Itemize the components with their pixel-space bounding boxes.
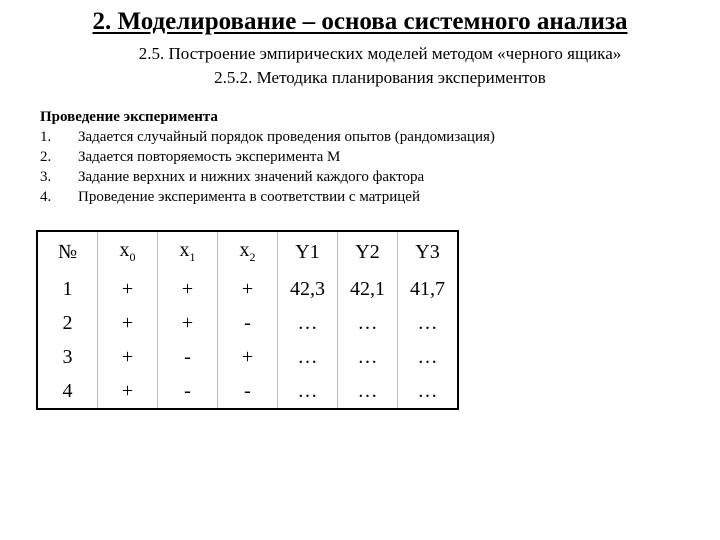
table-row xyxy=(37,306,458,340)
table-cell: + xyxy=(218,272,278,306)
header-x2-sub: 2 xyxy=(249,250,256,264)
table-cell: … xyxy=(417,379,438,402)
table-cell: … xyxy=(338,340,398,374)
table-cell: + xyxy=(218,340,278,374)
header-x0-base: x xyxy=(119,239,130,261)
table-cell: … xyxy=(338,374,398,409)
header-y2: Y2 xyxy=(338,231,398,272)
table-cell: 41,7 xyxy=(410,277,445,300)
table-cell: 42,1 xyxy=(338,272,398,306)
step-number: 1. xyxy=(40,129,52,145)
step-number: 4. xyxy=(40,189,52,205)
table-cell: - xyxy=(158,374,218,409)
step-number: 2. xyxy=(40,149,52,165)
header-y1: Y1 xyxy=(278,231,338,272)
table-cell: 4 xyxy=(37,374,98,409)
table-row xyxy=(37,272,458,306)
table-cell: … xyxy=(278,374,338,409)
table-cell: 3 xyxy=(37,340,98,374)
step-text: Задание верхних и нижних значений каждого фактора xyxy=(78,169,425,185)
header-x2-base: x xyxy=(239,239,250,261)
slide-subtitle-section: 2.5. Построение эмпирических моделей методом «черного ящика» xyxy=(138,44,622,63)
table-cell: + xyxy=(158,306,218,340)
table-cell: - xyxy=(158,340,218,374)
section-title: Проведение эксперимента xyxy=(40,109,218,125)
step-text: Задается повторяемость эксперимента М xyxy=(78,149,341,165)
table-cell: … xyxy=(338,306,398,340)
table-cell: 42,3 xyxy=(278,272,338,306)
table-cell: + xyxy=(98,272,158,306)
header-y3: Y3 xyxy=(415,240,440,263)
header-x1 xyxy=(158,231,218,272)
table-cell: 2 xyxy=(37,306,98,340)
table-cell: + xyxy=(98,374,158,409)
table-cell: … xyxy=(417,345,438,368)
header-number: № xyxy=(37,231,98,272)
header-x0-sub: 0 xyxy=(129,250,136,264)
header-x0 xyxy=(98,231,158,272)
table-cell: … xyxy=(278,340,338,374)
slide-subtitle-subsection: 2.5.2. Методика планирования экспериментов xyxy=(214,68,546,87)
table-cell: + xyxy=(98,306,158,340)
table-cell: + xyxy=(98,340,158,374)
list-item xyxy=(40,187,495,207)
table-cell: - xyxy=(218,374,278,409)
table-cell: … xyxy=(278,306,338,340)
step-text: Проведение эксперимента в соответствии с матрицей xyxy=(78,189,420,205)
step-text: Задается случайный порядок проведения опытов (рандомизация) xyxy=(78,129,495,145)
table-cell: 1 xyxy=(37,272,98,306)
step-number: 3. xyxy=(40,169,52,185)
table-cell: … xyxy=(417,311,438,334)
table-cell: + xyxy=(158,272,218,306)
table-row xyxy=(37,374,458,409)
table-row xyxy=(37,340,458,374)
header-x1-base: x xyxy=(179,239,190,261)
list-item xyxy=(40,147,495,167)
list-item xyxy=(40,167,495,187)
table-header-row xyxy=(37,231,458,272)
experiment-matrix-table xyxy=(36,230,459,410)
slide-title: 2. Моделирование – основа системного анализа xyxy=(92,8,628,35)
list-item xyxy=(40,127,495,147)
experiment-steps xyxy=(40,107,495,207)
header-x1-sub: 1 xyxy=(189,250,196,264)
header-x2 xyxy=(218,231,278,272)
table-cell: - xyxy=(218,306,278,340)
